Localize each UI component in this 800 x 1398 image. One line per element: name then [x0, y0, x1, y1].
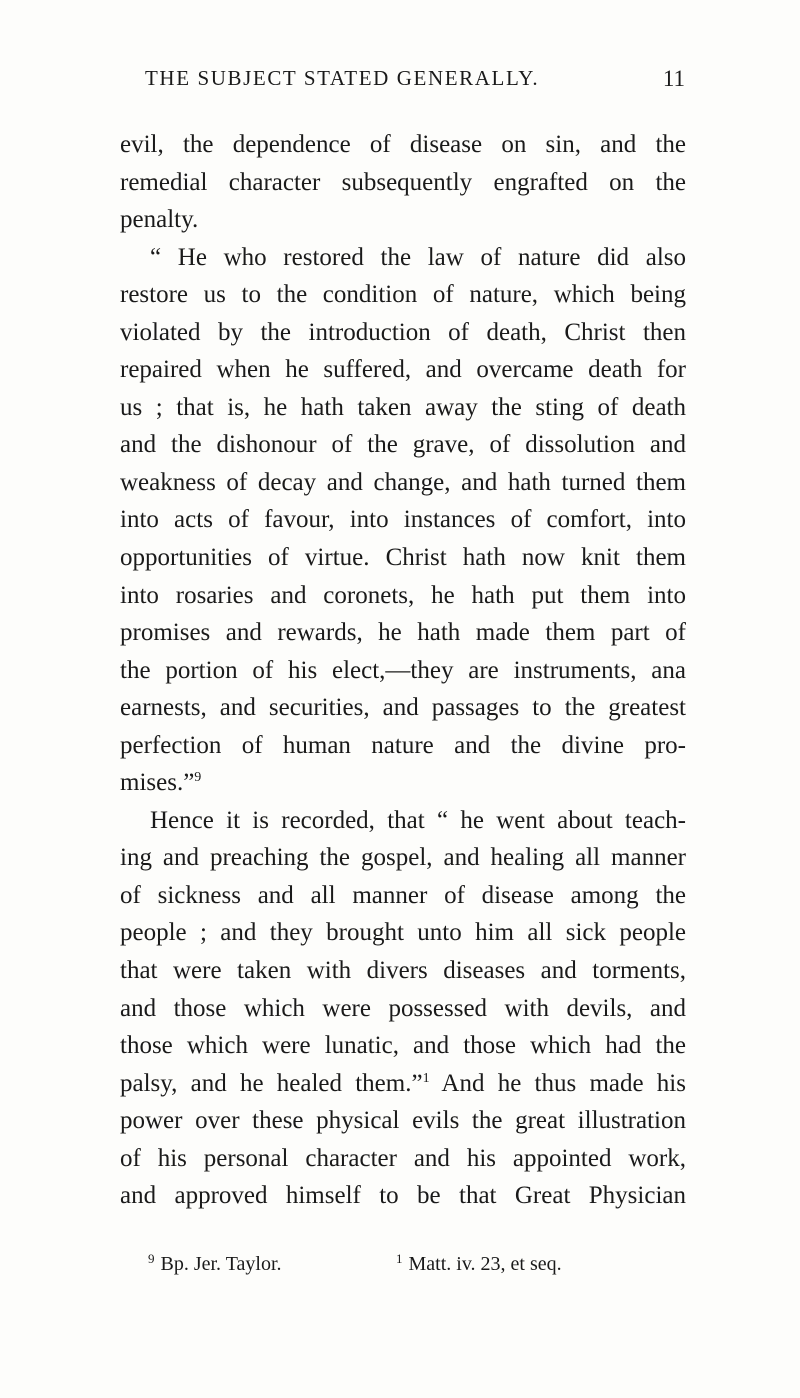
line-text: palsy, and he healed them.”: [120, 1069, 423, 1097]
text-line: power over these physical evils the great illustration: [120, 1107, 686, 1135]
text-line: weakness of decay and change, and hath turned them: [120, 468, 686, 496]
text-line: and approved himself to be that Great Physician: [120, 1182, 686, 1210]
text-line: of sickness and all manner of disease among the: [120, 881, 686, 909]
text-line: perfection of human nature and the divine pro-: [120, 731, 686, 759]
text-line: “ He who restored the law of nature did also: [150, 243, 686, 271]
text-line: remedial character subsequently engrafted on the: [120, 168, 686, 196]
footnote-text: Bp. Jer. Taylor.: [160, 1253, 282, 1275]
line-text-tail: And he thus made his: [429, 1069, 686, 1097]
text-line: [120, 764, 686, 802]
text-line: and those which were possessed with devils, and: [120, 994, 686, 1022]
footnote-marker: 1: [396, 1251, 403, 1266]
text-line: us ; that is, he hath taken away the sting of death: [120, 393, 686, 421]
text-line: people ; and they brought unto him all sick people: [120, 919, 686, 947]
body-text: [120, 126, 686, 1215]
text-line: of his personal character and his appointed work,: [120, 1144, 686, 1172]
text-line: evil, the dependence of disease on sin, and the: [120, 131, 686, 158]
text-line: those which were lunatic, and those which had the: [120, 1032, 686, 1060]
text-line: [120, 1065, 686, 1103]
running-head: [145, 66, 685, 98]
text-line: into rosaries and coronets, he hath put them into: [120, 581, 686, 609]
text-line: Hence it is recorded, that “ he went about teach-: [150, 806, 686, 834]
footnote-ref-9: 9: [194, 770, 202, 786]
footnote-text: Matt. iv. 23, et seq.: [408, 1253, 562, 1275]
footnotes: [148, 1253, 686, 1283]
text-line: repaired when he suffered, and overcame death for: [120, 356, 686, 384]
text-line: promises and rewards, he hath made them part of: [120, 619, 686, 647]
text-line: the portion of his elect,—they are instruments, ana: [120, 656, 686, 684]
text-line: into acts of favour, into instances of comfort, into: [120, 506, 686, 534]
footnote-1: [396, 1253, 562, 1276]
text-line: ing and preaching the gospel, and healing all manner: [120, 844, 686, 872]
footnote-ref-1: 1: [422, 1070, 430, 1086]
text-line: opportunities of virtue. Christ hath now knit them: [120, 544, 686, 572]
line-text: mises.”: [120, 769, 195, 797]
text-line: restore us to the condition of nature, which being: [120, 281, 686, 309]
text-line: violated by the introduction of death, Christ then: [120, 318, 686, 346]
text-line: and the dishonour of the grave, of dissolution and: [120, 431, 686, 459]
text-line: that were taken with divers diseases and torments,: [120, 957, 686, 985]
running-title: THE SUBJECT STATED GENERALLY.: [145, 66, 540, 90]
text-line: earnests, and securities, and passages to the greatest: [120, 694, 686, 722]
footnote-9: [148, 1253, 282, 1276]
footnote-marker: 9: [148, 1251, 155, 1266]
page-number: 11: [662, 66, 685, 91]
text-line: penalty.: [120, 206, 199, 234]
